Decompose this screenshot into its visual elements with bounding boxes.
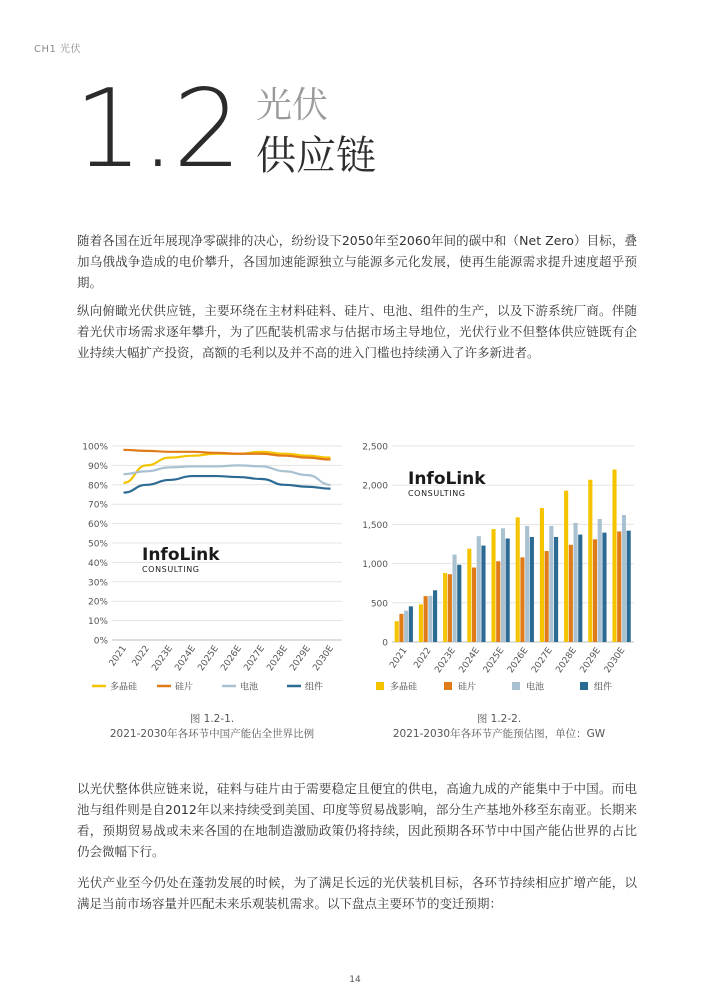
paragraph-2: 纵向俯瞰光伏供应链，主要环绕在主材料硅料、硅片、电池、组件的生产，以及下游系统厂商。伴随着光伏市场需求逐年攀升，为了匹配装机需求与估据市场主导地位，光伏行业不但整体供应链既有企业持续大幅扩产投资，高额的毛利以及并不高的进入门槛也持续湧入了许多新进者。 [77, 303, 637, 360]
bar [491, 529, 495, 642]
chart1-x-ticks [108, 644, 337, 673]
bar [549, 526, 553, 642]
y-tick-label: 500 [370, 599, 388, 610]
bar [428, 596, 432, 642]
x-tick-label: 2029E [578, 645, 604, 676]
section-title-line1: 光伏 [256, 85, 329, 126]
x-tick-label: 2030E [602, 645, 628, 676]
x-tick-label: 2026E [505, 645, 531, 676]
bar [467, 549, 471, 642]
paragraph-1: 随着各国在近年展现净零碳排的决心，纷纷设下2050年至2060年间的碳中和（Net Zero）目标，叠加乌俄战争造成的电价攀升，各国加速能源独立与能源多元化发展，使再生能源需求提升速度超乎预期。 [77, 233, 637, 290]
bar [564, 491, 568, 642]
y-tick-label: 50% [87, 539, 108, 550]
bar [554, 537, 558, 642]
bar [472, 568, 476, 642]
bar [574, 523, 578, 642]
logo-sub: CONSULTING [408, 489, 466, 498]
chart1-series [124, 450, 331, 493]
x-tick-label: 2021 [107, 643, 129, 669]
bar [409, 606, 413, 642]
y-tick-label: 80% [87, 481, 108, 492]
series-line [124, 465, 331, 484]
x-tick-label: 2028E [265, 643, 290, 674]
bar [496, 561, 500, 642]
chart2-logo [408, 469, 486, 498]
y-tick-label: 70% [87, 500, 108, 511]
y-tick-label: 40% [87, 558, 108, 569]
bar [395, 621, 399, 642]
legend-label: 硅片 [175, 682, 194, 693]
legend-box-swatch [512, 682, 520, 690]
logo-name: InfoLink [408, 469, 486, 489]
x-tick-label: 2023E [433, 645, 458, 676]
chart2-x-ticks [388, 646, 627, 675]
x-tick-label: 2026E [219, 643, 244, 674]
bar [477, 536, 481, 642]
figure1-caption-text: 2021-2030年各环节中国产能佔全世界比例 [109, 728, 315, 740]
chart2-legend [376, 681, 612, 693]
bar [424, 596, 428, 642]
y-tick-label: 0% [93, 636, 108, 647]
bar [569, 545, 573, 642]
logo-sub: CONSULTING [142, 565, 200, 574]
bar [530, 537, 534, 642]
figure1-caption [72, 712, 352, 742]
bar [540, 508, 544, 642]
y-tick-label: 1,500 [362, 520, 388, 531]
bar [525, 526, 529, 642]
section-number: 1.2 [74, 67, 240, 192]
x-tick-label: 2025E [196, 643, 221, 674]
legend-label: 多晶硅 [110, 682, 138, 693]
x-tick-label: 2023E [150, 643, 175, 674]
y-tick-label: 20% [87, 597, 108, 608]
figure1-caption-number: 图 1.2-1. [189, 713, 235, 725]
legend-label: 多晶硅 [390, 682, 418, 693]
bar [598, 519, 602, 642]
paragraph-4: 光伏产业至今仍处在蓬勃发展的时候，为了满足长远的光伏装机目标，各环节持续相应扩增产能，以满足当前市场容量并匹配未来乐观装机需求。以下盘点主要环节的变迁预期： [77, 875, 637, 911]
y-tick-label: 0 [382, 638, 388, 649]
x-tick-label: 2024E [173, 643, 198, 674]
bar [545, 551, 549, 642]
bar [501, 528, 505, 642]
x-tick-label: 2027E [530, 645, 555, 676]
y-tick-label: 1,000 [362, 560, 388, 571]
chart1-logo [142, 545, 220, 574]
y-tick-label: 90% [87, 461, 108, 472]
bar [481, 546, 485, 642]
x-tick-label: 2024E [457, 645, 483, 676]
chapter-header: CH1 光伏 [34, 44, 82, 55]
bar [453, 555, 457, 642]
bar [457, 565, 461, 642]
legend-label: 组件 [594, 682, 613, 693]
logo-name: InfoLink [142, 545, 220, 565]
section-title-line2: 供应链 [256, 133, 376, 179]
bar [612, 470, 616, 642]
x-tick-label: 2025E [481, 645, 507, 676]
bar [516, 517, 520, 642]
legend-label: 组件 [305, 682, 324, 693]
figure2-caption [358, 712, 640, 742]
legend-box-swatch [444, 682, 452, 690]
bar [622, 515, 626, 642]
page-number: 14 [349, 975, 361, 985]
legend-label: 电池 [526, 682, 545, 693]
x-tick-label: 2022 [412, 645, 434, 671]
x-tick-label: 2027E [242, 643, 267, 674]
x-tick-label: 2029E [288, 643, 313, 674]
bar-chart-capacity [358, 436, 640, 706]
chart2-y-ticks [362, 443, 388, 649]
x-tick-label: 2030E [311, 643, 336, 674]
x-tick-label: 2022 [130, 643, 152, 669]
y-tick-label: 30% [87, 578, 108, 589]
y-tick-label: 2,500 [362, 442, 388, 453]
bar [419, 604, 423, 642]
bar [433, 590, 437, 642]
bar [602, 533, 606, 642]
bar [506, 539, 510, 642]
y-tick-label: 60% [87, 520, 108, 531]
bar [520, 557, 524, 642]
bar [588, 480, 592, 642]
x-tick-label: 2021 [388, 645, 410, 671]
legend-box-swatch [376, 682, 384, 690]
legend-box-swatch [580, 682, 588, 690]
y-tick-label: 2,000 [362, 481, 388, 492]
y-tick-label: 10% [87, 617, 108, 628]
bar [578, 535, 582, 642]
bar [404, 611, 408, 642]
bar [443, 573, 447, 642]
x-tick-label: 2028E [554, 645, 579, 676]
bar [627, 531, 631, 642]
chart1-y-ticks [82, 443, 108, 647]
paragraph-3: 以光伏整体供应链来说，硅料与硅片由于需要稳定且便宜的供电，高逾九成的产能集中于中国。而电池与组件则是自2012年以来持续受到美国、印度等贸易战影响，部分生产基地外移至东南亚。长期来看，预期贸易战或未来各国的在地制造激励政策仍将持续，因此预期各环节中中国产能佔世界的占比仍会微幅下行。 [77, 781, 637, 859]
figure2-caption-number: 图 1.2-2. [476, 713, 522, 725]
bar [399, 614, 403, 642]
legend-label: 电池 [240, 682, 259, 693]
bar [617, 531, 621, 642]
bar [593, 539, 597, 642]
line-chart-china-share [72, 436, 352, 706]
bar [448, 574, 452, 642]
chart1-legend [92, 681, 323, 693]
y-tick-label: 100% [82, 442, 108, 453]
legend-label: 硅片 [458, 682, 477, 693]
figure2-caption-text: 2021-2030年各环节产能预估图，单位：GW [392, 728, 606, 740]
